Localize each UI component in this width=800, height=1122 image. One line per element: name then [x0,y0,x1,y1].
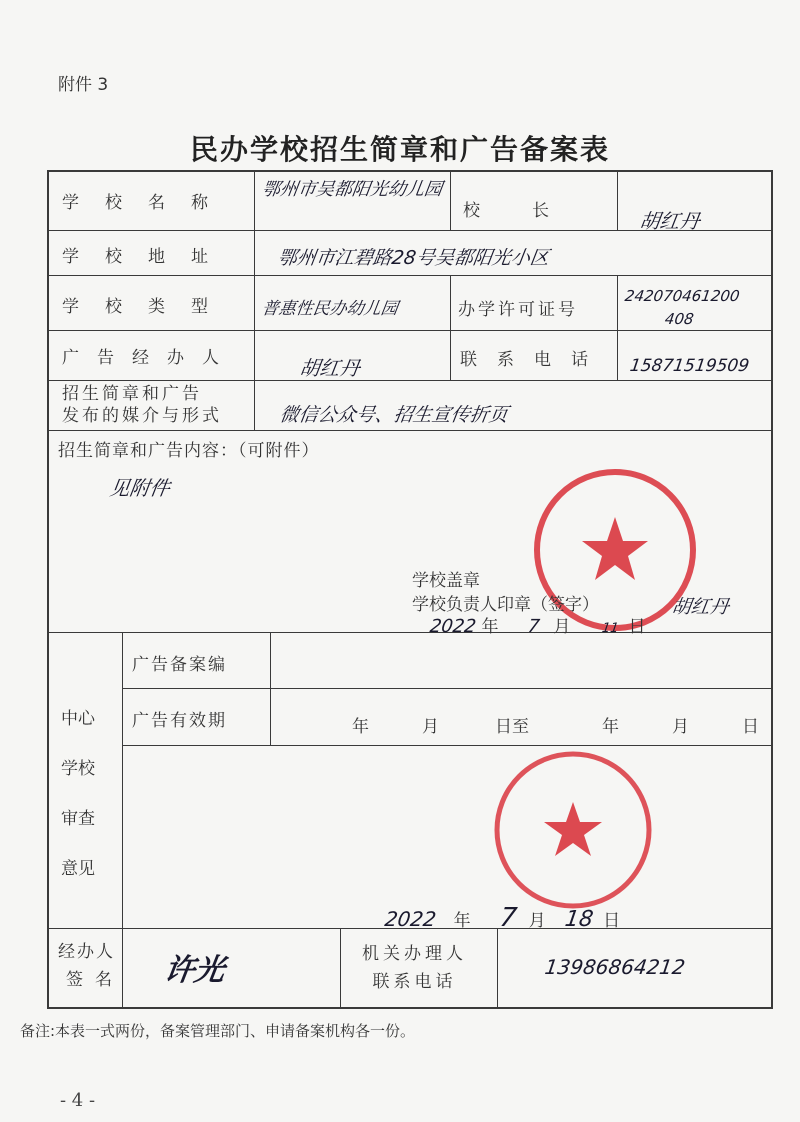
validity-label: 广告有效期 [132,711,227,731]
media-label-line1: 招生简章和广告 [62,384,202,404]
responsible-label: 学校负责人印章（签字） [412,595,599,615]
content-value: 见附件 [108,476,172,500]
content-date-year-unit: 年 [481,617,499,637]
form-note: 备注:本表一式两份，备案管理部门、申请备案机构各一份。 [20,1022,416,1040]
phone-label: 联系电话 [460,350,608,370]
review-date-year-unit: 年 [453,911,471,931]
review-side-label-4: 意见 [61,859,95,879]
principal-value: 胡红丹 [638,209,702,233]
content-date-month: 7 [526,616,542,637]
school-seal-label: 学校盖章 [412,571,480,591]
validity-unit-6: 日 [742,717,759,737]
content-date [430,612,645,637]
school-name-label-text: 学校名称 [62,193,234,213]
office-label [362,940,467,996]
validity-unit-3: 日至 [495,717,529,737]
review-date-month: 7 [498,903,520,933]
handler-value: 胡红丹 [298,356,362,380]
handler-sign-label [58,938,124,994]
content-date-day: 11 [601,621,620,636]
license-label: 办学许可证号 [458,300,578,320]
page-number: - 4 - [60,1090,96,1111]
office-label-line1: 机关办理人 [362,944,467,964]
validity-unit-5: 月 [672,717,689,737]
review-date-year: 2022 [383,907,438,931]
content-date-month-unit: 月 [553,617,571,637]
school-name-value: 鄂州市吴都阳光幼儿园 [260,179,444,200]
address-value: 鄂州市江碧路28号吴都阳光小区 [276,247,551,269]
handler-sign-label-line2: 签名 [66,970,124,990]
handler-sign-label-line1: 经办人 [58,942,115,962]
center-school-seal-stamp [488,745,658,915]
media-label-line2: 发布的媒介与形式 [62,406,222,426]
type-label: 学校类型 [62,297,234,317]
responsible-signature: 胡红丹 [670,596,731,618]
review-side-label-1: 中心 [61,709,95,729]
attachment-label: 附件 3 [58,75,109,95]
validity-unit-2: 月 [422,717,439,737]
form-title: 民办学校招生简章和广告备案表 [189,133,610,166]
review-date-month-unit: 月 [528,911,546,931]
handler-label: 广告经办人 [62,348,237,368]
validity-unit-4: 年 [602,717,619,737]
review-side-label-2: 学校 [61,759,95,779]
review-date [385,903,620,933]
review-date-day: 18 [563,907,596,932]
office-phone: 13986864212 [543,955,687,979]
review-date-day-unit: 日 [603,911,621,931]
review-side-label [58,694,98,894]
media-value: 微信公众号、招生宣传折页 [278,404,510,426]
record-no-label: 广告备案编 [132,655,227,675]
type-value: 普惠性民办幼儿园 [260,299,400,319]
principal-label: 校长 [463,201,601,221]
school-name-label [62,188,242,213]
license-value-line1: 242070461200 [623,287,741,305]
content-date-year: 2022 [428,616,478,637]
license-value-line2: 408 [663,310,695,328]
content-label: 招生简章和广告内容：（可附件） [58,441,320,461]
address-label: 学校地址 [62,247,234,267]
office-label-line2: 联系电话 [372,972,457,992]
phone-value: 15871519509 [628,356,751,376]
media-label [62,383,222,427]
handler-signature: 许光 [162,953,227,988]
validity-unit-1: 年 [352,717,369,737]
review-side-label-3: 审查 [61,809,95,829]
content-date-day-unit: 日 [628,617,646,637]
